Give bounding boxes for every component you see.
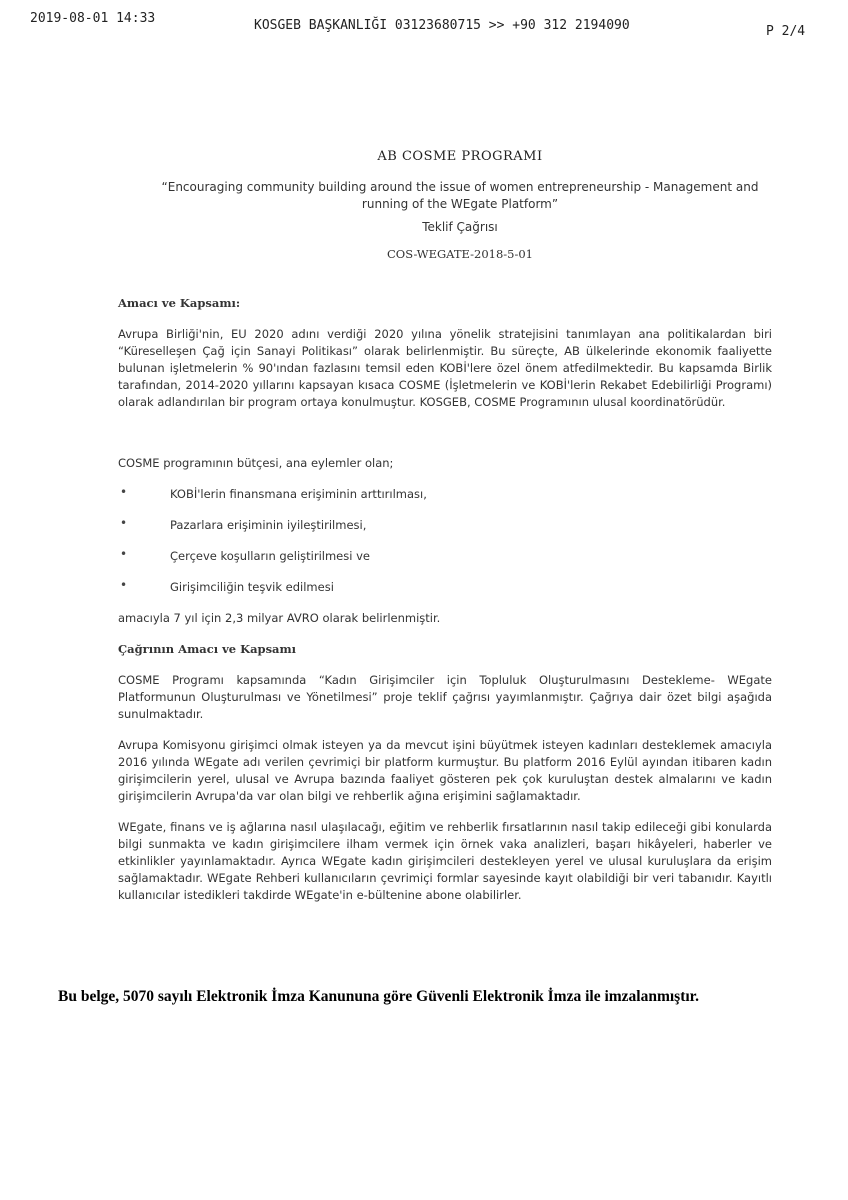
list-item <box>118 517 772 548</box>
bullet-icon: • <box>120 516 128 530</box>
section-heading-call-purpose: Çağrının Amacı ve Kapsamı <box>118 642 297 656</box>
call-label: Teklif Çağrısı <box>422 220 498 234</box>
purpose-paragraph: Avrupa Birliği'nin, EU 2020 adını verdiği 2020 yılına yönelik stratejisini tanımlayan ana politikalardan biri “Küreselleşen Çağ için Sanayi Politikası” olarak belirlenmiştir. Bu süreçte, AB ülkelerinde ekonomik faaliyette bulunan işletmelerin % 90'ından fazlasını temsil eden KOBİ'lere özel önem atfedilmektedir. Bu kapsamda Birlik tarafından, 2014-2020 yıllarını kapsayan kısaca COSME (İşletmelerin ve KOBİ'lerin Rekabet Edebilirliği Programı) olarak adlandırılan bir program ortaya konulmuştur. KOSGEB, COSME Programının ulusal koordinatörüdür. <box>118 327 772 409</box>
bullet-icon: • <box>120 578 128 592</box>
list-item-text: Çerçeve koşulların geliştirilmesi ve <box>170 549 370 563</box>
call-code: COS-WEGATE-2018-5-01 <box>386 247 533 261</box>
document-subtitle: “Encouraging community building around the issue of women entrepreneurship - Management and running of the WEgate Platform” <box>161 180 759 211</box>
fax-header <box>0 8 848 38</box>
list-item-text: KOBİ'lerin finansmana erişiminin arttırılması, <box>170 487 427 501</box>
e-signature-note: Bu belge, 5070 sayılı Elektronik İmza Kanununa göre Güvenli Elektronik İmza ile imzalanmıştır. <box>58 988 700 1005</box>
list-item-text: Pazarlara erişiminin iyileştirilmesi, <box>170 518 367 532</box>
document-body <box>118 148 772 918</box>
bullet-icon: • <box>120 547 128 561</box>
fax-sender: KOSGEB BAŞKANLIĞI 03123680715 >> +90 312 2194090 <box>254 18 630 33</box>
fax-datetime: 2019-08-01 14:33 <box>30 11 156 26</box>
fax-page-number: P 2/4 <box>766 24 806 39</box>
call-paragraph-1: COSME Programı kapsamında “Kadın Girişimciler için Topluluk Oluşturulmasını Destekleme- WEgate Platformunun Oluşturulması ve Yönetilmesi” proje teklif çağrısı yayımlanmıştır. Çağrıya dair özet bilgi aşağıda sunulmaktadır. <box>118 673 772 721</box>
budget-closing: amacıyla 7 yıl için 2,3 milyar AVRO olarak belirlenmiştir. <box>118 611 441 625</box>
list-item <box>118 486 772 517</box>
call-paragraph-2: Avrupa Komisyonu girişimci olmak isteyen ya da mevcut işini büyütmek isteyen kadınları desteklemek amacıyla 2016 yılında WEgate adı verilen çevrimiçi bir platform kurmuştur. Bu platform 2016 Eylül ayından itibaren kadın girişimcilerin yerel, ulusal ve Avrupa bazında faaliyet gösteren pek çok kuruluştan destek almalarını ve kadın girişimcilerin Avrupa'da var olan bilgi ve rehberlik ağına erişimini sağlamaktadır. <box>118 738 772 803</box>
bullet-icon: • <box>120 485 128 499</box>
budget-intro: COSME programının bütçesi, ana eylemler olan; <box>118 456 394 470</box>
action-list <box>118 486 772 610</box>
document-title: AB COSME PROGRAMI <box>377 149 543 164</box>
list-item <box>118 579 772 610</box>
list-item-text: Girişimciliğin teşvik edilmesi <box>170 580 334 594</box>
section-heading-purpose: Amacı ve Kapsamı: <box>118 296 241 310</box>
call-paragraph-3: WEgate, finans ve iş ağlarına nasıl ulaşılacağı, eğitim ve rehberlik fırsatlarının nasıl takip edileceği gibi konularda bilgi sunmakta ve kadın girişimcilere ilham vermek için örnek vaka analizleri, başarı hikâyeleri, haberler ve etkinlikler yayınlamaktadır. Ayrıca WEgate kadın girişimcileri destekleyen yerel ve ulusal kuruluşlara da erişim sağlamaktadır. WEgate Rehberi kullanıcıların çevrimiçi formlar sayesinde kayıt olabildiği bir veri tabanıdır. Kayıtlı kullanıcılar istedikleri takdirde WEgate'in e-bültenine abone olabilirler. <box>118 820 772 902</box>
spacer <box>118 425 772 455</box>
list-item <box>118 548 772 579</box>
